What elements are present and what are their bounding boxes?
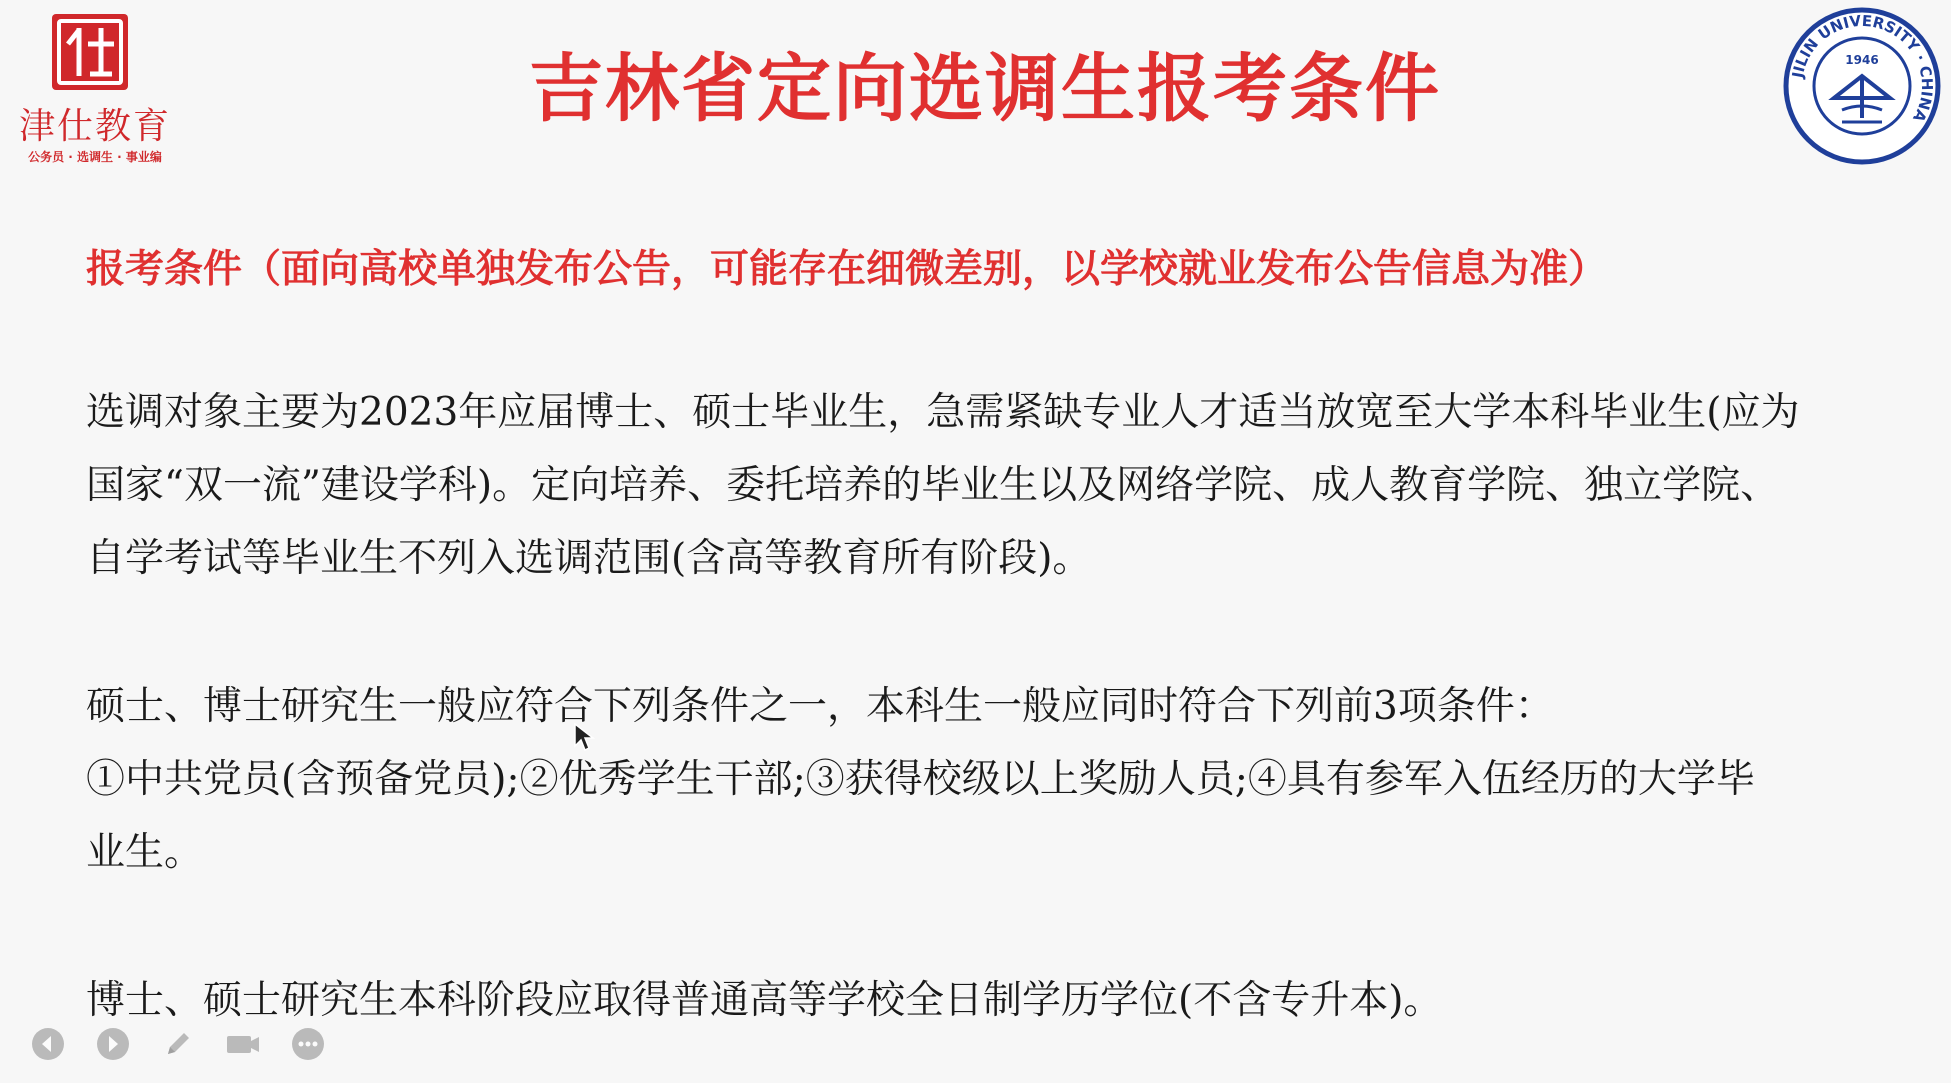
paragraph-line: 自学考试等毕业生不列入选调范围(含高等教育所有阶段)。 [86, 536, 1092, 581]
eligibility-paragraph [86, 376, 1866, 595]
prev-slide-button[interactable] [26, 1022, 70, 1066]
pen-tool-button[interactable] [156, 1022, 200, 1066]
paragraph-line: 博士、硕士研究生本科阶段应取得普通高等学校全日制学历学位(不含专升本)。 [86, 978, 1443, 1023]
paragraph-line: 业生。 [86, 830, 204, 875]
mouse-pointer-icon [572, 722, 596, 752]
next-slide-button[interactable] [91, 1022, 135, 1066]
emblem-year: 1946 [1845, 53, 1879, 67]
requirements-paragraph [86, 670, 1866, 889]
camera-icon [223, 1026, 263, 1062]
jinshi-education-logo [10, 8, 180, 168]
next-icon [95, 1026, 131, 1062]
emblem-ring-text: JILIN UNIVERSITY · CHINA [1788, 11, 1937, 125]
paragraph-line: 硕士、博士研究生一般应符合下列条件之一，本科生一般应同时符合下列前3项条件： [86, 684, 1554, 729]
logo-tagline: 公务员 · 选调生 · 事业编 [28, 150, 162, 164]
paragraph-line: 选调对象主要为2023年应届博士、硕士毕业生，急需紧缺专业人才适当放宽至大学本科毕业生(应为 [86, 390, 1800, 435]
prev-icon [30, 1026, 66, 1062]
paragraph-line: 国家“双一流”建设学科)。定向培养、委托培养的毕业生以及网络学院、成人教育学院、独立学院、 [86, 463, 1780, 508]
jinshi-seal-icon [46, 10, 134, 96]
paragraph-line: ①中共党员(含预备党员);②优秀学生干部;③获得校级以上奖励人员;④具有参军入伍经历的大学毕 [86, 757, 1755, 802]
jilin-university-emblem-icon [1782, 6, 1942, 166]
degree-paragraph [86, 964, 1866, 1037]
logo-name: 津仕教育 [18, 106, 171, 147]
slide-title: 吉林省定向选调生报考条件 [529, 46, 1441, 132]
more-icon [290, 1026, 326, 1062]
camera-button[interactable] [221, 1022, 265, 1066]
pen-icon [160, 1026, 196, 1062]
conditions-subtitle: 报考条件（面向高校单独发布公告，可能存在细微差别，以学校就业发布公告信息为准） [86, 247, 1608, 292]
presentation-toolbar [26, 1022, 351, 1066]
more-options-button[interactable] [286, 1022, 330, 1066]
